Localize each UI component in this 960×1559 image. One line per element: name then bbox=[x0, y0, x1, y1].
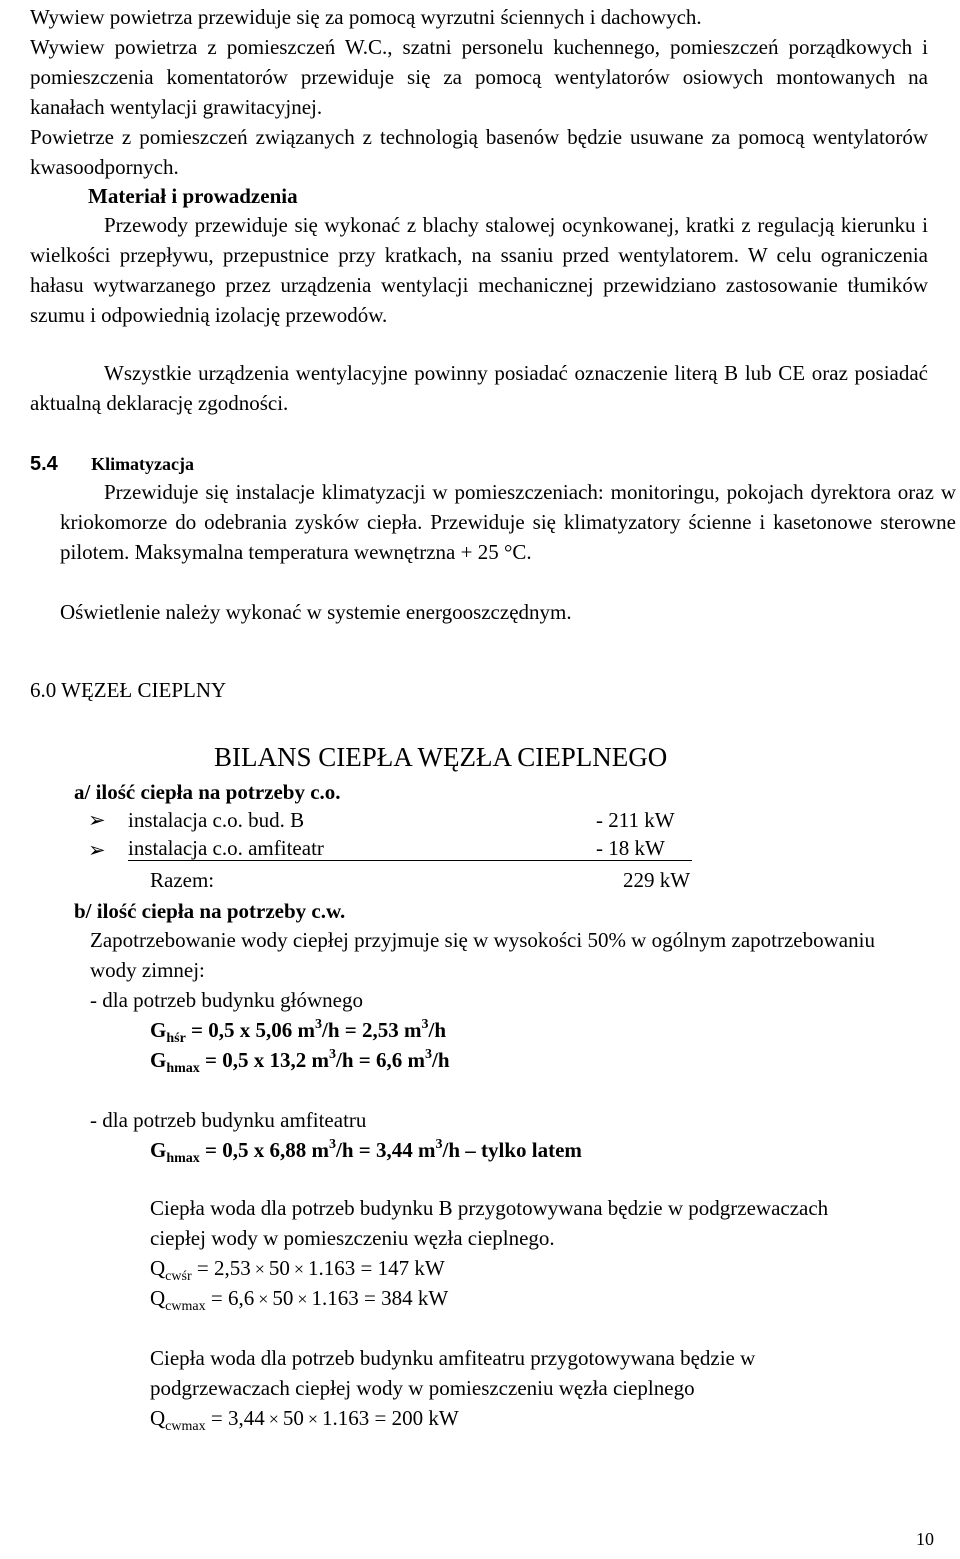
razem-row bbox=[150, 865, 960, 895]
section-number: 5.4 bbox=[30, 453, 58, 475]
co-item-value: - 211 kW bbox=[596, 808, 675, 832]
bilans-title: BILANS CIEPŁA WĘZŁA CIEPLNEGO bbox=[214, 742, 668, 772]
arrow-bullet-icon: ➢ bbox=[88, 808, 106, 832]
co-item-1 bbox=[88, 805, 960, 835]
paragraph-wywiew-1: Wywiew powietrza przewiduje się za pomocą wyrzutni ściennych i dachowych. bbox=[30, 5, 702, 29]
paragraph-zapotrzebowanie: Zapotrzebowanie wody ciepłej przyjmuje się w wysokości 50% w ogólnym zapotrzebowaniu wody zimnej: bbox=[90, 928, 875, 982]
times-icon: × bbox=[258, 1289, 269, 1309]
co-item-label: instalacja c.o. bud. B bbox=[128, 808, 305, 832]
paragraph-wszystkie: Wszystkie urządzenia wentylacyjne powinny posiadać oznaczenie literą B lub CE oraz posiadać aktualną deklarację zgodności. bbox=[30, 361, 928, 415]
co-item-underline bbox=[128, 836, 692, 861]
arrow-bullet-icon: ➢ bbox=[88, 838, 106, 862]
paragraph-klimatyzacja: Przewiduje się instalacje klimatyzacji w pomieszczeniach: monitoringu, pokojach dyrektora oraz w kriokomorze do odebrania zysków ciepła. Przewiduje się klimatyzatory ścienne i kasetonowe sterowne pilotem. Maksymalna temperatura wewnętrzna + 25 °C. bbox=[60, 480, 956, 564]
formula-q-cwmax: $Q_{cwmax} = 6,6 \times 50 \times 1.163 = 384$ kW bbox=[150, 1286, 449, 1314]
paragraph-ciepla-woda-amfiteatr: Ciepła woda dla potrzeb budynku amfiteatru przygotowywana będzie w podgrzewaczach ciepłej wody w pomieszczeniu węzła cieplnego bbox=[150, 1346, 756, 1400]
a-heading: a/ ilość ciepła na potrzeby c.o. bbox=[74, 780, 341, 804]
paragraph-wywiew-2: Wywiew powietrza z pomieszczeń W.C., szatni personelu kuchennego, pomieszczeń porządkowych i pomieszczenia komentatorów przewiduje się za pomocą wentylatorów osiowych montowanych na kanałach wentylacji grawitacyjnej. bbox=[30, 35, 928, 119]
page-number: 10 bbox=[916, 1529, 934, 1549]
paragraph-oswietlenie: Oświetlenie należy wykonać w systemie energooszczędnym. bbox=[60, 600, 572, 624]
formula-g-hmax-amfiteatr: $G_{hmax} = 0,5$ x 6,88 $m^3/h = 3,44$ $m^3/h$ – tylko latem bbox=[150, 1137, 582, 1166]
times-icon: × bbox=[297, 1289, 308, 1309]
formula-g-hmax: $G_{hmax} = 0,5$ x 13,2 $m^3/h = 6,6$ $m^3/h$ bbox=[150, 1047, 450, 1076]
razem-label: Razem: bbox=[150, 868, 215, 892]
formula-q-cwsr: $Q_{cwśr} = 2,53 \times 50 \times 1.163 = 147$ kW bbox=[150, 1256, 445, 1284]
times-icon: × bbox=[254, 1259, 265, 1279]
co-item-value: - 18 kW bbox=[596, 836, 665, 860]
section-title: Klimatyzacja bbox=[91, 454, 195, 474]
material-heading: Materiał i prowadzenia bbox=[88, 184, 298, 208]
co-item-label: instalacja c.o. amfiteatr bbox=[128, 836, 324, 860]
paragraph-powietrze: Powietrze z pomieszczeń związanych z technologią basenów będzie usuwane za pomocą wentylatorów kwasoodpornych. bbox=[30, 125, 928, 179]
section-5-4-heading bbox=[30, 448, 928, 479]
b-heading: b/ ilość ciepła na potrzeby c.w. bbox=[74, 899, 346, 923]
paragraph-ciepla-woda-b: Ciepła woda dla potrzeb budynku B przygotowywana będzie w podgrzewaczach ciepłej wody w pomieszczeniu węzła cieplnego. bbox=[150, 1196, 829, 1250]
dla-budynku-glownego: - dla potrzeb budynku głównego bbox=[90, 988, 363, 1012]
formula-g-hsr: $G_{hśr} = 0,5$ x 5,06 $m^3/h = 2,53$ $m^3/h$ bbox=[150, 1017, 447, 1046]
times-icon: × bbox=[293, 1259, 305, 1279]
times-icon: × bbox=[307, 1409, 319, 1429]
formula-q-cwmax-amfiteatr: $Q_{cwmax} = 3,44 \times 50 \times 1.163 = 200$ kW bbox=[150, 1406, 459, 1434]
razem-value: 229 kW bbox=[623, 868, 691, 892]
paragraph-przewody: Przewody przewiduje się wykonać z blachy stalowej ocynkowanej, kratki z regulacją kierunku i wielkości przepływu, przepustnice przy kratkach, na ssaniu przed wentylatorem. W celu ograniczenia hałasu wytwarzanego przez urządzenia wentylacji mechanicznej przewidziano zastosowanie tłumików szumu i odpowiednią izolację przewodów. bbox=[30, 213, 928, 327]
dla-budynku-amfiteatru: - dla potrzeb budynku amfiteatru bbox=[90, 1108, 367, 1132]
times-icon: × bbox=[268, 1409, 279, 1429]
section-6-heading: 6.0 WĘZEŁ CIEPLNY bbox=[30, 678, 227, 702]
co-item-2 bbox=[88, 835, 960, 865]
